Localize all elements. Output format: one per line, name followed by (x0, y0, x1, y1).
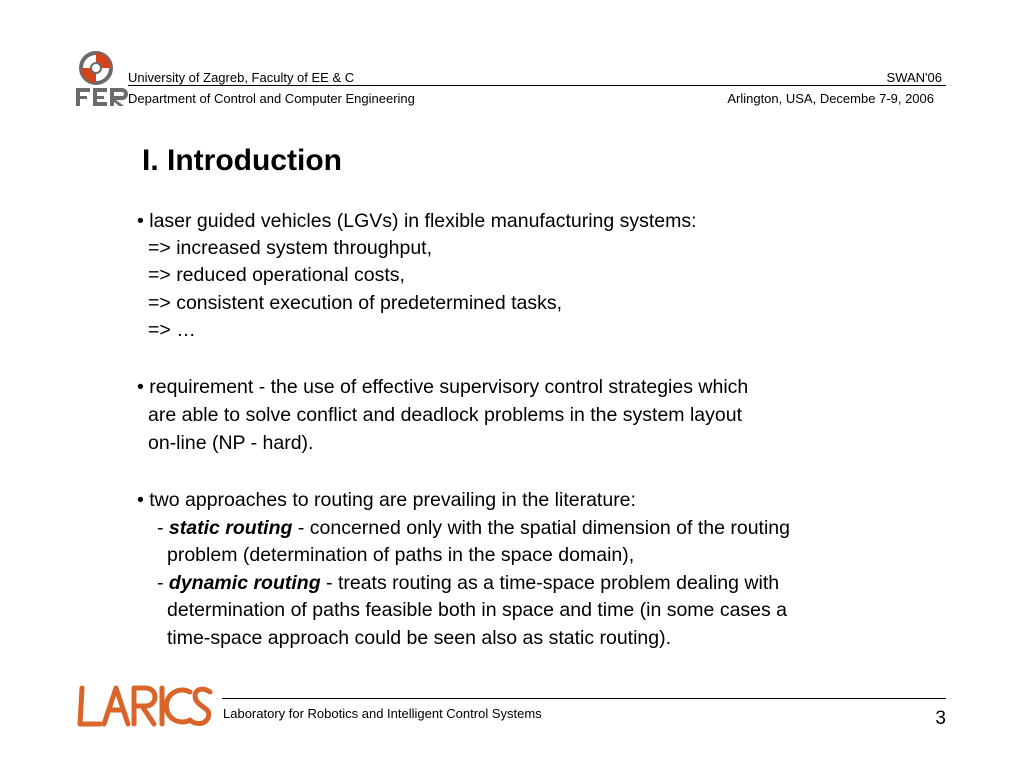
footer-divider (222, 698, 946, 699)
bullet-requirement: • requirement - the use of effective supervisory control strategies which (137, 376, 749, 398)
bullet-requirement-cont: are able to solve conflict and deadlock problems in the system layout (148, 404, 742, 426)
dynamic-routing-item (157, 571, 779, 595)
larics-logo (74, 682, 214, 730)
slide-title: I. Introduction (142, 144, 342, 177)
bullet-lgv: • laser guided vehicles (LGVs) in flexible manufacturing systems: (137, 210, 697, 232)
bullet-requirement-cont: on-line (NP - hard). (148, 432, 314, 454)
footer-lab-name: Laboratory for Robotics and Intelligent Control Systems (223, 706, 542, 721)
header-divider (128, 85, 946, 86)
dynamic-routing-term: dynamic routing (168, 572, 321, 594)
static-routing-cont: problem (determination of paths in the space domain), (167, 544, 635, 566)
static-routing-desc: - concerned only with the spatial dimension of the routing (292, 517, 790, 539)
bullet-lgv-sub: => reduced operational costs, (148, 264, 405, 286)
dynamic-routing-cont: determination of paths feasible both in space and time (in some cases a (167, 599, 788, 621)
dynamic-routing-desc: - treats routing as a time-space problem dealing with (320, 572, 780, 594)
header-conference: SWAN'06 (886, 70, 942, 85)
dynamic-routing-cont: time-space approach could be seen also as static routing). (167, 627, 672, 649)
header-department: Department of Control and Computer Engineering (128, 91, 415, 106)
bullet-lgv-sub: => … (148, 319, 196, 341)
header-location: Arlington, USA, Decembe 7-9, 2006 (727, 91, 934, 106)
fer-logo (72, 48, 128, 110)
fer-logo-letters (76, 88, 128, 106)
page-number: 3 (935, 708, 946, 729)
bullet-routing: • two approaches to routing are prevailing in the literature: (137, 489, 636, 511)
dynamic-routing-prefix: - (157, 572, 169, 594)
static-routing-item (157, 516, 790, 540)
header-university: University of Zagreb, Faculty of EE & C (128, 70, 355, 85)
static-routing-term: static routing (168, 517, 293, 539)
bullet-lgv-sub: => increased system throughput, (148, 237, 432, 259)
bullet-lgv-sub: => consistent execution of predetermined tasks, (148, 292, 563, 314)
static-routing-prefix: - (157, 517, 169, 539)
